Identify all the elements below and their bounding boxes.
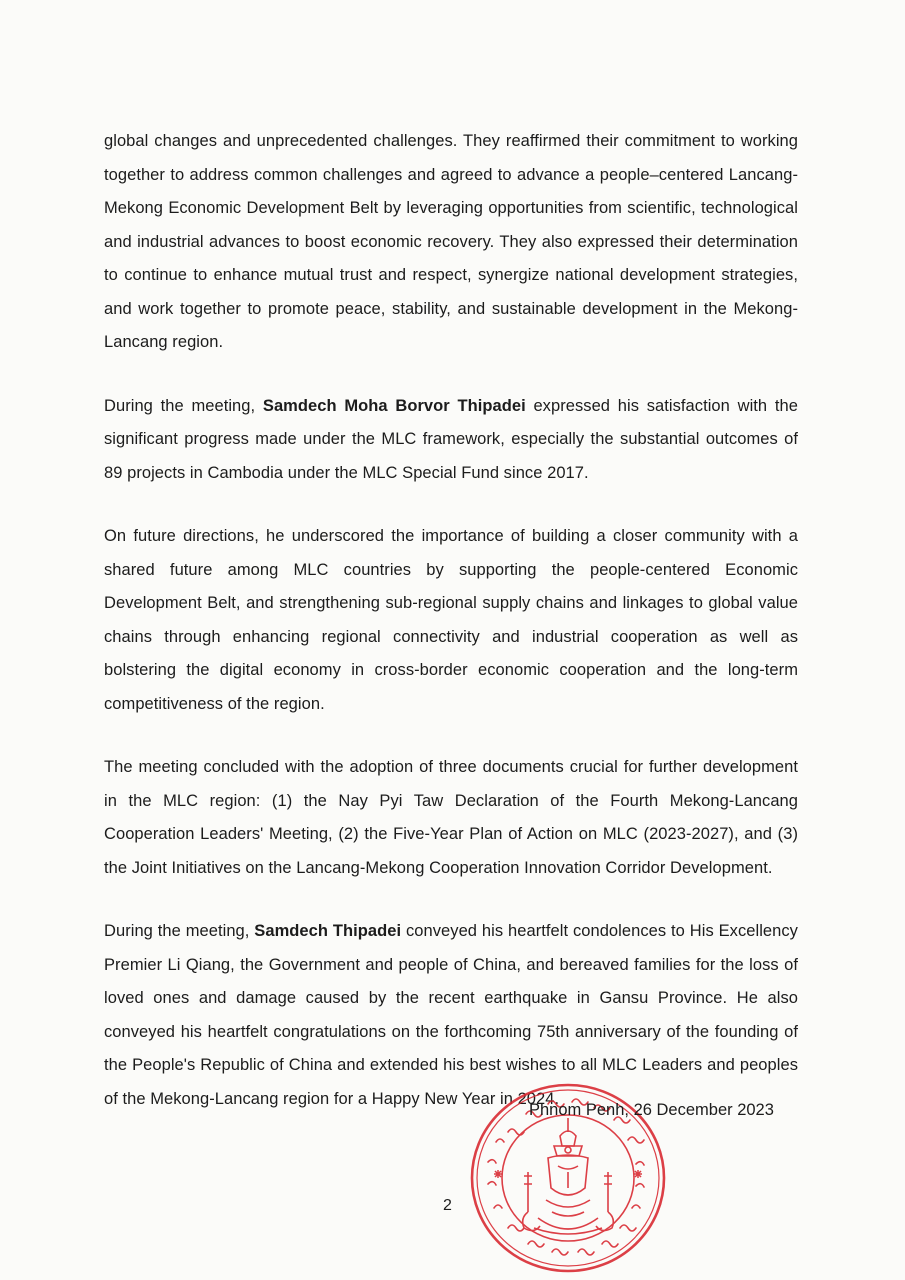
text-run: global changes and unprecedented challenges. They reaffirmed their commitment to working together to address common challenges and agreed to advance a people–centered Lancang-Mekong Economic Development Belt by leveraging opportunities from scientific, technological and industrial advances to boost economic recovery. They also expressed their determination to continue to enhance mutual trust and respect, synergize national development strategies, and work together to promote peace, stability, and sustainable development in the Mekong-Lancang region.: [104, 132, 798, 351]
paragraph: [104, 915, 798, 1116]
text-run: The meeting concluded with the adoption of three documents crucial for further development in the MLC region: (1) the Nay Pyi Taw Declaration of the Fourth Mekong-Lancang Cooperation Leaders' Meeting, (2) the Five-Year Plan of Action on MLC (2023-2027), and (3) the Joint Initiatives on the Lancang-Mekong Cooperation Innovation Corridor Development.: [104, 758, 798, 877]
bold-name: Samdech Thipadei: [254, 922, 402, 940]
bold-name: Samdech Moha Borvor Thipadei: [262, 396, 526, 415]
text-run: expressed his satisfaction with the significant progress made under the MLC framework, especially the substantial outcomes of 89 projects in Cambodia under the MLC Special Fund since 2017.: [104, 396, 798, 482]
text-run: During the meeting,: [104, 922, 255, 940]
text-run: conveyed his heartfelt condolences to His Excellency Premier Li Qiang, the Government and people of China, and bereaved families for the loss of loved ones and damage caused by the recent earthquake in Gansu Province. He also conveyed his heartfelt congratulations on the forthcoming 75th anniversary of the founding of the People's Republic of China and extended his best wishes to all MLC Leaders and peoples of the Mekong-Lancang region for a Happy New Year in 2024.: [104, 922, 798, 1108]
paragraph: [104, 520, 798, 721]
document-body: [104, 125, 798, 1146]
page-number: 2: [443, 1197, 452, 1214]
text-run: During the meeting,: [104, 396, 263, 415]
paragraph: [104, 751, 798, 885]
dateline: Phnom Penh, 26 December 2023: [529, 1101, 774, 1119]
text-run: On future directions, he underscored the importance of building a closer community with a shared future among MLC countries by supporting the people-centered Economic Development Belt, and strengthening sub-regional supply chains and linkages to global value chains through enhancing regional connectivity and industrial cooperation as well as bolstering the digital economy in cross-border economic cooperation and the long-term competitiveness of the region.: [104, 527, 798, 713]
paragraph: [104, 125, 798, 360]
paragraph: [104, 390, 798, 491]
